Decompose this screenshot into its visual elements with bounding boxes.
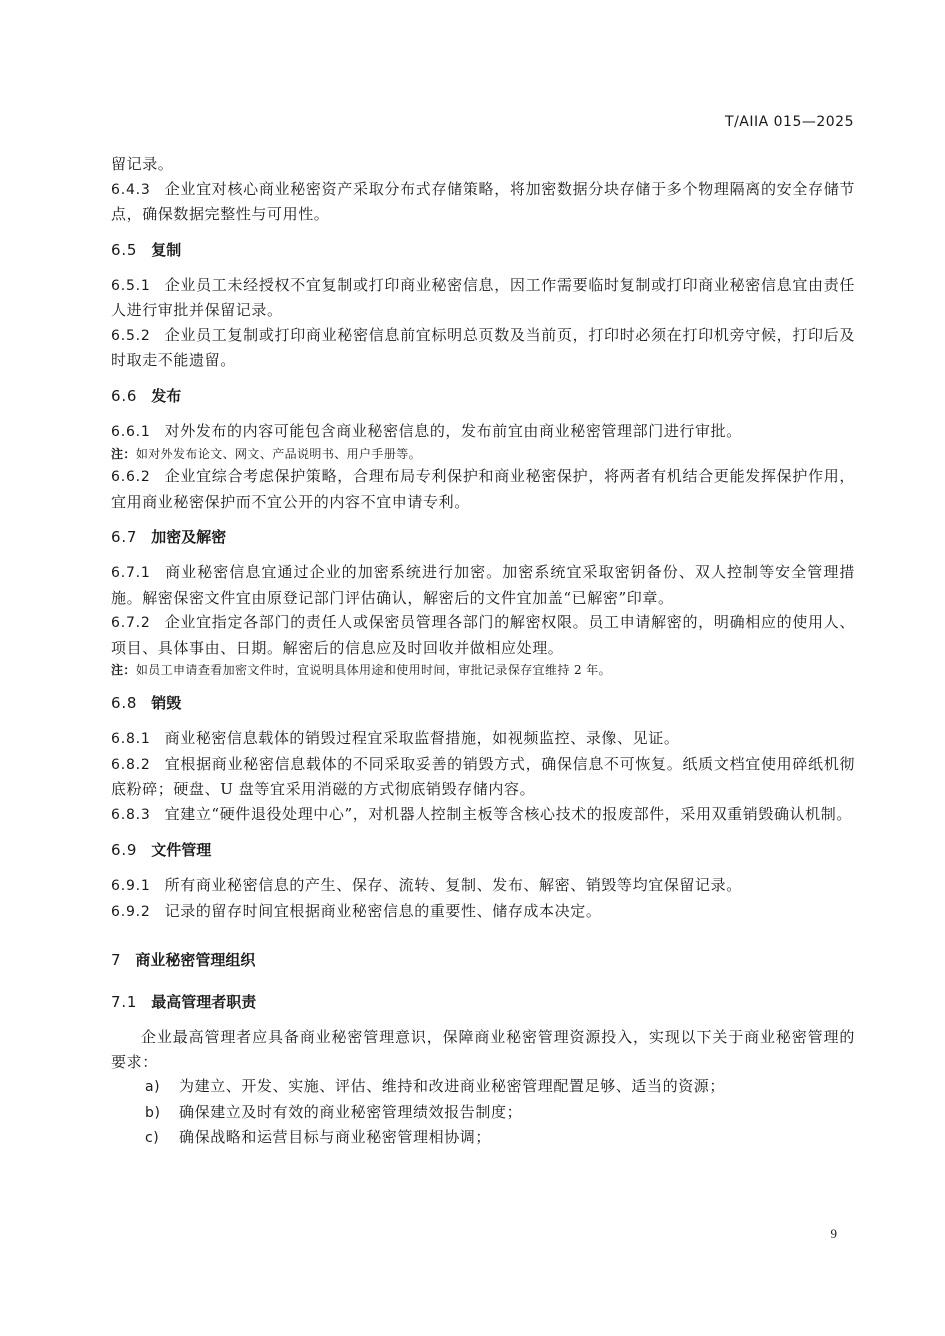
section-number: 6.6: [111, 386, 138, 405]
paragraph-text: 留记录。: [111, 155, 174, 173]
clause-text: 企业员工未经授权不宜复制或打印商业秘密信息，因工作需要临时复制或打印商业秘密信息宜由责任人进行审批并保留记录。: [111, 275, 855, 319]
section-heading-6-9: [111, 838, 855, 862]
note-label: 注：: [111, 447, 136, 461]
chapter-heading-7: [111, 948, 855, 972]
list-marker: a): [145, 1079, 161, 1095]
clause-number: 6.9.1: [111, 878, 151, 894]
clause-6-5-2: [111, 323, 855, 373]
note-6-6-1: [111, 444, 855, 464]
clause-number: 6.8.3: [111, 806, 151, 823]
document-body: [111, 152, 855, 1151]
clause-number: 6.9.2: [111, 903, 151, 920]
paragraph-text: 企业最高管理者应具备商业秘密管理意识，保障商业秘密管理资源投入，实现以下关于商业秘密管理的要求：: [111, 1028, 855, 1071]
clause-6-8-3: [111, 802, 855, 828]
clause-text: 企业宜指定各部门的责任人或保密员管理各部门的解密权限。员工申请解密的，明确相应的使用人、项目、具体事由、日期。解密后的信息应及时回收并做相应处理。: [111, 613, 855, 657]
section-title: 销毁: [151, 694, 182, 712]
clause-number: 6.7.1: [111, 565, 151, 581]
clause-6-8-2: [111, 752, 855, 802]
clause-text: 商业秘密信息宜通过企业的加密系统进行加密。加密系统宜采取密钥备份、双人控制等安全管理措施。解密保密文件宜由原登记部门评估确认，解密后的文件宜加盖“已解密”印章。: [111, 563, 855, 607]
section-title: 复制: [151, 240, 182, 259]
clause-6-4-3: [111, 177, 855, 227]
clause-number: 6.6.2: [111, 469, 151, 485]
note-6-7-2: [111, 660, 855, 680]
clause-text: 所有商业秘密信息的产生、保存、流转、复制、发布、解密、销毁等均宜保留记录。: [164, 876, 742, 894]
paragraph-continuation: [111, 152, 855, 177]
clause-number: 6.4.3: [111, 181, 151, 198]
section-title: 发布: [151, 386, 182, 405]
clause-number: 6.8.2: [111, 756, 151, 773]
chapter-title: 商业秘密管理组织: [135, 951, 256, 969]
document-code-header: T/AIIA 015—2025: [725, 114, 854, 130]
clause-6-7-2: [111, 610, 855, 660]
clause-number: 6.7.2: [111, 615, 151, 631]
section-number: 6.8: [111, 694, 138, 712]
list-marker: b): [145, 1104, 161, 1121]
section-title: 文件管理: [151, 841, 212, 859]
clause-6-5-1: [111, 273, 855, 323]
clause-6-6-1: [111, 419, 855, 445]
clause-number: 6.6.1: [111, 423, 151, 440]
clause-6-6-2: [111, 464, 855, 514]
list-marker: c): [145, 1130, 160, 1146]
clause-number: 6.5.1: [111, 277, 151, 294]
section-heading-6-8: [111, 691, 855, 715]
clause-text: 商业秘密信息载体的销毁过程宜采取监督措施，如视频监控、录像、见证。: [164, 729, 680, 747]
section-title: 最高管理者职责: [151, 993, 257, 1011]
section-number: 7.1: [111, 993, 138, 1011]
note-text: 如员工申请查看加密文件时，宜说明具体用途和使用时间，审批记录保存宜维持 2 年。: [135, 663, 612, 677]
clause-text: 对外发布的内容可能包含商业秘密信息的，发布前宜由商业秘密管理部门进行审批。: [164, 421, 742, 440]
note-label: 注：: [111, 663, 136, 677]
clause-text: 企业宜综合考虑保护策略，合理布局专利保护和商业秘密保护，将两者有机结合更能发挥保护作用，宜用商业秘密保护而不宜公开的内容不宜申请专利。: [111, 467, 855, 511]
clause-text: 记录的留存时间宜根据商业秘密信息的重要性、储存成本决定。: [164, 901, 602, 920]
section-number: 6.9: [111, 841, 138, 859]
clause-text: 宜建立“硬件退役处理中心”，对机器人控制主板等含核心技术的报废部件，采用双重销毁确认机制。: [164, 804, 852, 823]
list-item-text: 确保建立及时有效的商业秘密管理绩效报告制度；: [179, 1102, 523, 1121]
clause-text: 企业员工复制或打印商业秘密信息前宜标明总页数及当前页，打印时必须在打印机旁守候，打印后及时取走不能遗留。: [111, 325, 855, 369]
list-item-c: [111, 1125, 855, 1151]
section-number: 6.7: [111, 528, 138, 546]
section-heading-6-6: [111, 384, 855, 408]
clause-number: 6.5.2: [111, 327, 151, 344]
clause-6-7-1: [111, 560, 855, 610]
clause-6-9-1: [111, 873, 855, 899]
section-heading-6-7: [111, 525, 855, 549]
clause-6-8-1: [111, 726, 855, 752]
list-item-text: 为建立、开发、实施、评估、维持和改进商业秘密管理配置足够、适当的资源；: [179, 1077, 726, 1095]
clause-text: 企业宜对核心商业秘密资产采取分布式存储策略，将加密数据分块存储于多个物理隔离的安全存储节点，确保数据完整性与可用性。: [111, 179, 855, 223]
clause-6-9-2: [111, 899, 855, 925]
clause-number: 6.8.1: [111, 731, 151, 747]
section-title: 加密及解密: [151, 528, 227, 546]
list-item-text: 确保战略和运营目标与商业秘密管理相协调；: [179, 1128, 492, 1146]
note-text: 如对外发布论文、网文、产品说明书、用户手册等。: [135, 447, 422, 461]
paragraph-7-1-intro: [111, 1025, 855, 1074]
page-number: 9: [830, 1226, 837, 1241]
list-item-b: [111, 1100, 855, 1126]
section-heading-7-1: [111, 990, 855, 1014]
section-number: 6.5: [111, 240, 138, 259]
list-item-a: [111, 1074, 855, 1100]
section-heading-6-5: [111, 238, 855, 262]
clause-text: 宜根据商业秘密信息载体的不同采取妥善的销毁方式，确保信息不可恢复。纸质文档宜使用碎纸机彻底粉碎；硬盘、U 盘等宜采用消磁的方式彻底销毁存储内容。: [111, 754, 855, 798]
chapter-number: 7: [111, 951, 122, 969]
